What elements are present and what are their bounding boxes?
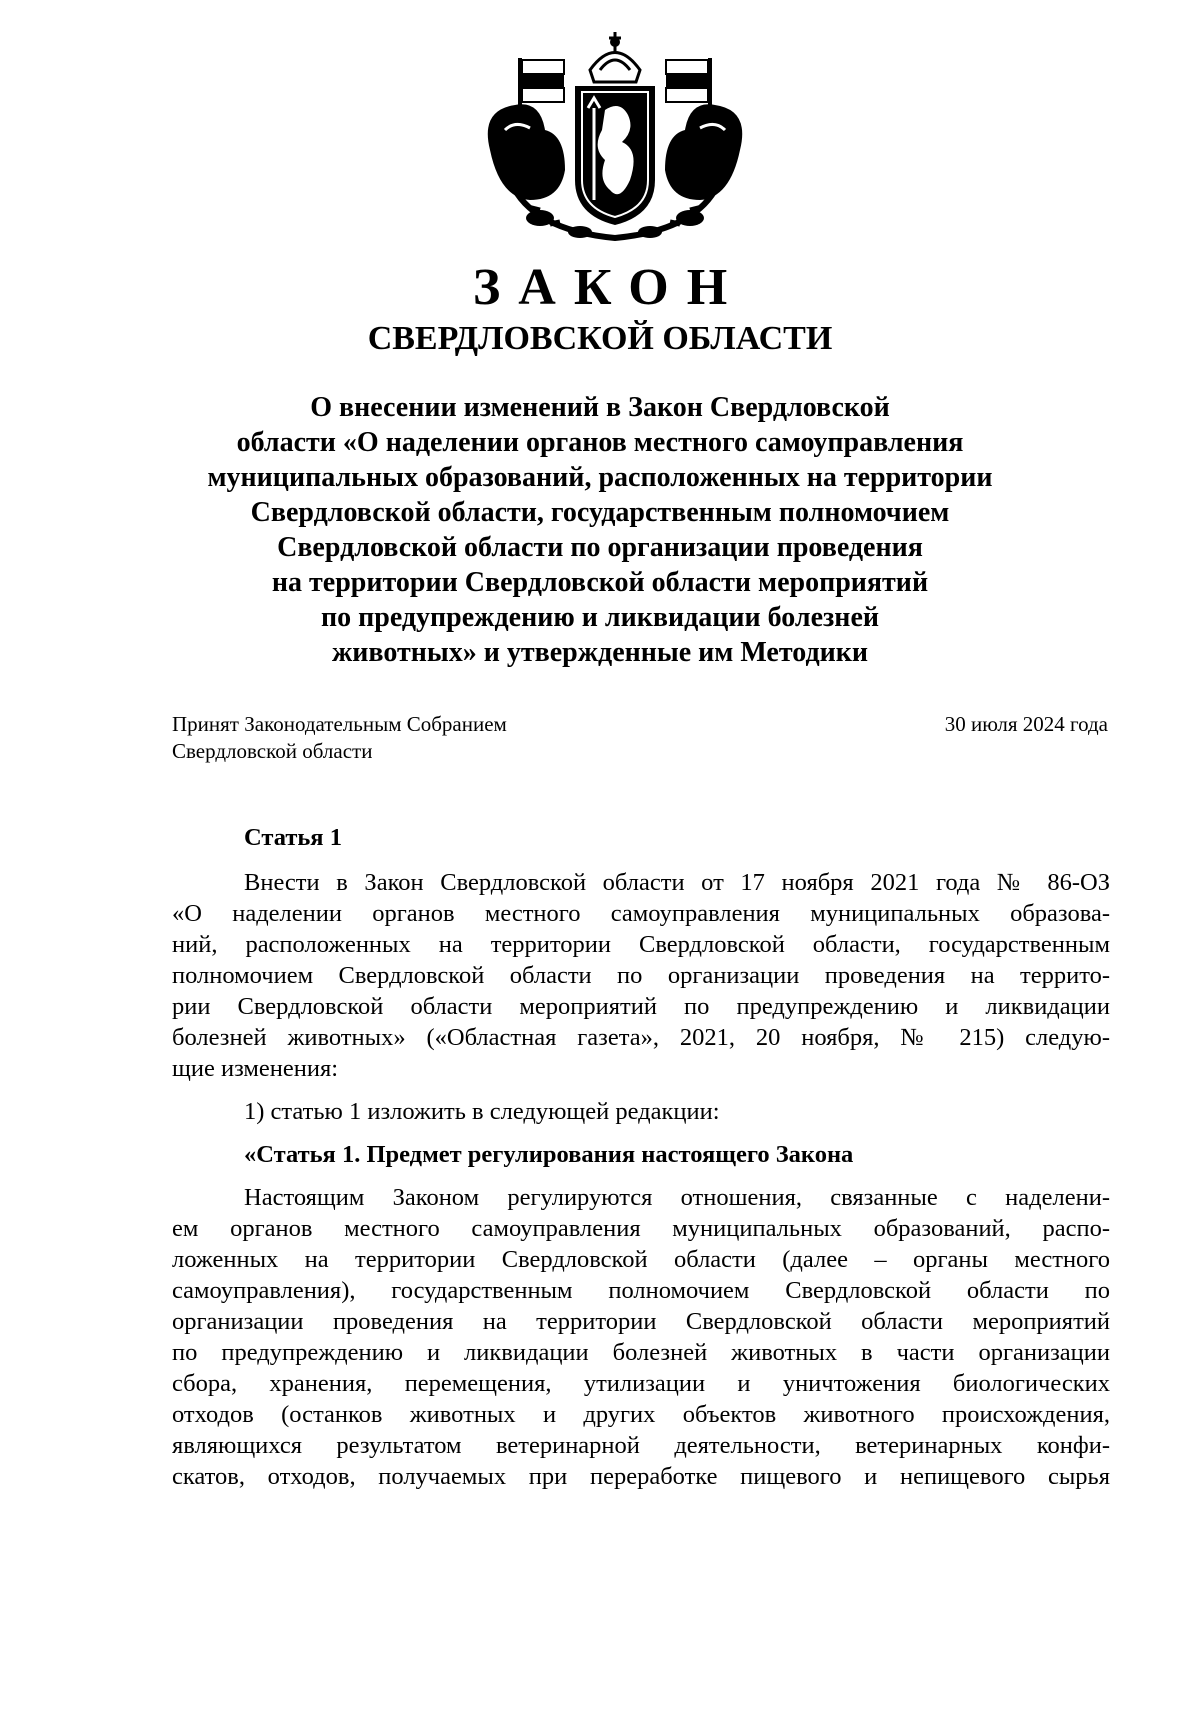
title-line: по предупреждению и ликвидации болезней	[320, 602, 880, 633]
paragraph-line: ем органов местного самоуправления муниципальных образований, распо-	[172, 1215, 1110, 1242]
paragraph-line: являющихся результатом ветеринарной деятельности, ветеринарных конфи-	[172, 1432, 1110, 1459]
title-line: на территории Свердловской области мероприятий	[271, 567, 929, 598]
document-title	[120, 390, 1080, 670]
title-line: области «О наделении органов местного самоуправления	[236, 427, 964, 458]
adoption-info	[172, 711, 632, 765]
coat-of-arms-emblem	[470, 30, 760, 245]
title-line: муниципальных образований, расположенных на территории	[207, 462, 993, 493]
paragraph-line: рии Свердловской области мероприятий по предупреждению и ликвидации	[172, 993, 1110, 1020]
paragraph-line: организации проведения на территории Свердловской области мероприятий	[172, 1308, 1110, 1335]
paragraph-line: ний, расположенных на территории Свердловской области, государственным	[172, 931, 1110, 958]
paragraph-line: отходов (останков животных и других объектов животного происхождения,	[172, 1401, 1110, 1428]
paragraph-line: Настоящим Законом регулируются отношения, связанные с наделени-	[244, 1184, 1110, 1211]
paragraph-line: ложенных на территории Свердловской области (далее – органы местного	[172, 1246, 1110, 1273]
paragraph-line: «О наделении органов местного самоуправления муниципальных образова-	[172, 900, 1110, 927]
paragraph-line: сбора, хранения, перемещения, утилизации и уничтожения биологических	[172, 1370, 1110, 1397]
title-line: О внесении изменений в Закон Свердловской	[310, 392, 890, 423]
adoption-line: Свердловской области	[172, 739, 373, 763]
document-region-heading: СВЕРДЛОВСКОЙ ОБЛАСТИ	[367, 320, 833, 357]
paragraph-line: самоуправления), государственным полномочием Свердловской области по	[172, 1277, 1110, 1304]
paragraph-line: Внести в Закон Свердловской области от 17 ноября 2021 года № 86-ОЗ	[244, 869, 1110, 896]
article-heading: Статья 1	[244, 824, 342, 851]
paragraph-line: по предупреждению и ликвидации болезней животных в части организации	[172, 1339, 1110, 1366]
adoption-line: Принят Законодательным Собранием	[172, 712, 507, 736]
document-type-heading: ЗАКОН	[472, 259, 746, 316]
new-article-heading: «Статья 1. Предмет регулирования настоящего Закона	[244, 1141, 854, 1168]
paragraph-line: скатов, отходов, получаемых при переработке пищевого и непищевого сырья	[172, 1463, 1110, 1490]
paragraph-line: болезней животных» («Областная газета», 2021, 20 ноября, № 215) следую-	[172, 1024, 1110, 1051]
article-1	[172, 822, 1110, 1492]
title-line: животных» и утвержденные им Методики	[331, 637, 869, 668]
paragraph-line: щие изменения:	[172, 1055, 339, 1082]
amendment-item: 1) статью 1 изложить в следующей редакции:	[244, 1098, 720, 1125]
title-line: Свердловской области, государственным полномочием	[250, 497, 950, 528]
paragraph-line: полномочием Свердловской области по организации проведения на террито-	[172, 962, 1110, 989]
title-line: Свердловской области по организации проведения	[277, 532, 923, 563]
adoption-date: 30 июля 2024 года	[944, 712, 1108, 736]
